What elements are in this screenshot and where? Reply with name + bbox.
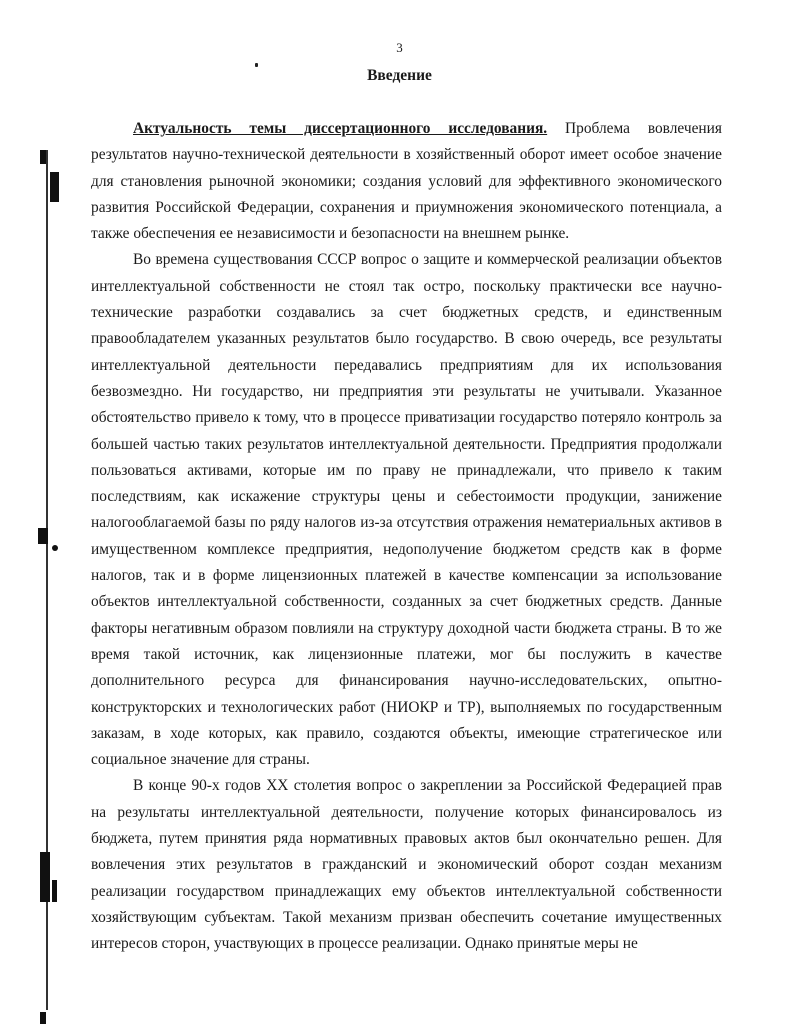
- scan-margin-blot: [40, 150, 46, 164]
- paragraph-late-90s: В конце 90-х годов XX столетия вопрос о закреплении за Российской Федерацией прав на результаты интеллектуальной деятельности, получение которых финансировалось из бюджета, путем принятия ряда нормативных правовых актов был окончательно решен. Для вовлечения этих результатов в гражданский и экономический оборот создан механизм реализации государством принадлежащих ему объектов интеллектуальной собственности хозяйствующим субъектам. Такой механизм призван обеспечить сочетание имущественных интересов сторон, участвующих в процессе реализации. Однако принятые меры не: [91, 777, 722, 953]
- page-title: Введение: [367, 67, 432, 84]
- scan-margin-blot: [52, 880, 57, 902]
- scan-margin-blot: [38, 528, 48, 544]
- paragraph-text: Проблема вовлечения результатов научно-технической деятельности в хозяйственный оборот имеет особое значение для становления рыночной экономики; создания условий для эффективного экономического развития Российской Федерации, сохранения и приумножения экономического потенциала, а также обеспечения ее независимости и безопасности на внешнем рынке.: [91, 120, 722, 243]
- section-heading-relevance: Актуальность темы диссертационного исследования.: [133, 120, 548, 137]
- page-number: 3: [396, 40, 403, 55]
- paragraph-ussr: Во времена существования СССР вопрос о защите и коммерческой реализации объектов интеллектуальной собственности не стоял так остро, поскольку практически все научно-технические разработки создавались за счет бюджетных средств, и единственным правообладателем указанных результатов было государство. В свою очередь, все результаты интеллектуальной деятельности передавались предприятиям для их использования безвозмездно. Ни государство, ни предприятия эти результаты не учитывали. Указанное обстоятельство привело к тому, что в процессе приватизации государство потеряло контроль за большей частью таких результатов интеллектуальной деятельности. Предприятия продолжали пользоваться активами, которые им по праву не принадлежали, что привело к таким последствиям, как искажение структуры цены и себестоимости продукции, занижение налогооблагаемой базы по ряду налогов из-за отсутствия отражения нематериальных активов в имущественном комплексе предприятия, недополучение бюджетом средств как в форме налогов, так и в форме лицензионных платежей в качестве компенсации за использование объектов интеллектуальной собственности, созданных за счет бюджетных средств. Данные факторы негативным образом повлияли на структуру доходной части бюджета страны. В то же время такой источник, как лицензионные платежи, мог бы послужить в качестве дополнительного ресурса для финансирования научно-исследовательских, опытно-конструкторских и технологических работ (НИОКР и ТР), выполняемых по государственным заказам, в ходе которых, как правило, создаются объекты, имеющие стратегическое или социальное значение для страны.: [91, 251, 722, 769]
- scan-margin-blot: [40, 1012, 46, 1024]
- document-body: [91, 116, 722, 958]
- paragraph-relevance: [91, 116, 722, 247]
- scan-margin-blot: [52, 545, 58, 551]
- scan-margin-blot: [50, 172, 59, 202]
- scan-margin-blot: [40, 852, 50, 902]
